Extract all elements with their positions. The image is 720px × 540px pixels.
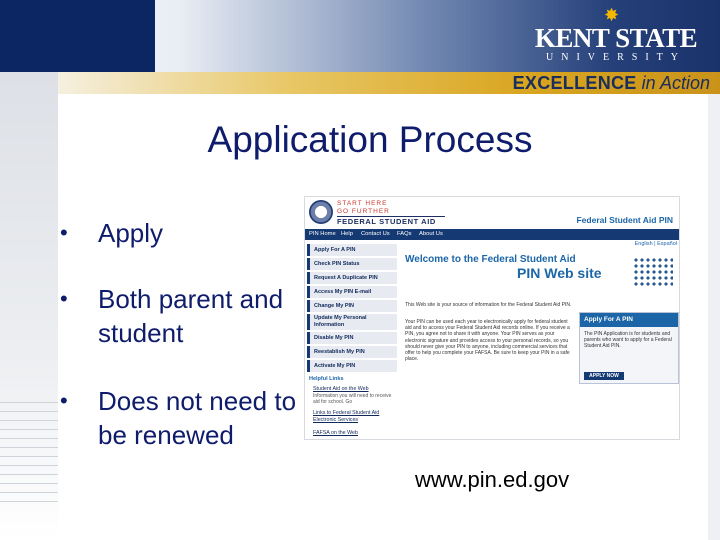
fsa-logo-line3: FEDERAL STUDENT AID <box>337 216 445 226</box>
tagline-bold: EXCELLENCE <box>512 73 637 93</box>
website-screenshot <box>304 196 680 440</box>
kent-state-logo <box>526 5 706 66</box>
sidebar-item-apply[interactable]: Apply For A PIN <box>307 244 397 256</box>
bullet-marker: • <box>60 388 68 413</box>
help-link-text: Information you will need to receive aid for school. Go <box>313 393 392 405</box>
bullet-text: Apply <box>98 218 164 248</box>
apply-now-button[interactable]: APPLY NOW <box>584 372 624 380</box>
logo-sub-text: UNIVERSITY <box>546 52 686 63</box>
sidebar-item-duplicate[interactable]: Request A Duplicate PIN <box>307 272 397 284</box>
dot-grid-icon <box>633 257 673 287</box>
corner-block <box>0 0 155 72</box>
right-decor-strip <box>708 94 720 540</box>
apply-box-title: Apply For A PIN <box>580 313 678 327</box>
slide-title: Application Process <box>207 119 533 160</box>
site-navbar <box>305 229 680 240</box>
sidebar-item-email[interactable]: Access My PIN E-mail <box>307 286 397 298</box>
fsa-logo-line2: GO FURTHER <box>337 208 390 215</box>
nav-contact-us[interactable]: Contact Us <box>361 231 390 237</box>
left-decor-strip <box>0 72 58 540</box>
welcome-heading: Welcome to the Federal Student Aid <box>405 254 576 265</box>
body-text: Your PIN can be used each year to electronically apply for federal student aid and to access your Federal Student Aid records online. If you receive a PIN, you agree not to share it with anyone. Your PIN serves as your electronic signature and provides access to your personal records, so you should never give your PIN to anyone, including commercial services that offer to help you complete your FAFSA. Be sure to keep your PIN in a safe place. <box>405 319 570 363</box>
sidebar-item-check-status[interactable]: Check PIN Status <box>307 258 397 270</box>
sidebar-item-change[interactable]: Change My PIN <box>307 300 397 312</box>
site-header <box>305 197 680 229</box>
apply-box <box>579 312 679 384</box>
sidebar-item-update-info[interactable]: Update My Personal Information <box>307 314 397 330</box>
site-sidebar <box>305 240 401 440</box>
site-page-title: Federal Student Aid PIN <box>576 215 673 225</box>
sidebar-item-disable[interactable]: Disable My PIN <box>307 332 397 344</box>
fsa-logo-line1: START HERE <box>337 200 388 207</box>
star-icon: ✸ <box>604 5 620 25</box>
apply-box-text: The PIN Application is for students and parents who want to apply for a Federal Student Aid PIN. <box>584 331 672 350</box>
helpful-links-title: Helpful Links <box>309 376 344 382</box>
welcome-subheading: PIN Web site <box>517 265 602 281</box>
logo-main-text: KENT STATE <box>534 23 698 53</box>
bullet-marker: • <box>60 286 68 311</box>
sidebar-item-activate[interactable]: Activate My PIN <box>307 360 397 372</box>
bullet-marker: • <box>60 220 68 245</box>
bullet-text: Both parent and student <box>98 284 284 348</box>
language-switch[interactable]: English | Español <box>634 241 677 247</box>
nav-faqs[interactable]: FAQs <box>397 231 412 237</box>
help-link-fafsa[interactable]: FAFSA on the Web <box>313 430 358 436</box>
bullet-text: Does not need to be renewed <box>98 386 297 450</box>
nav-about-us[interactable]: About Us <box>419 231 443 237</box>
intro-text: This Web site is your source of information for the Federal Student Aid PIN. <box>405 302 572 308</box>
nav-pin-home[interactable]: PIN Home <box>309 231 336 237</box>
help-link-student-aid[interactable]: Student Aid on the Web <box>313 386 369 392</box>
url-caption: www.pin.ed.gov <box>415 467 570 492</box>
sidebar-item-reestablish[interactable]: Reestablish My PIN <box>307 346 397 358</box>
tagline-italic: in Action <box>641 73 710 93</box>
nav-help[interactable]: Help <box>341 231 353 237</box>
tagline <box>513 73 710 93</box>
help-link-electronic-services[interactable]: Links to Federal Student Aid Electronic Services <box>313 410 380 423</box>
site-main <box>405 240 680 440</box>
fsa-logo <box>337 200 445 226</box>
department-seal-icon <box>309 200 333 224</box>
